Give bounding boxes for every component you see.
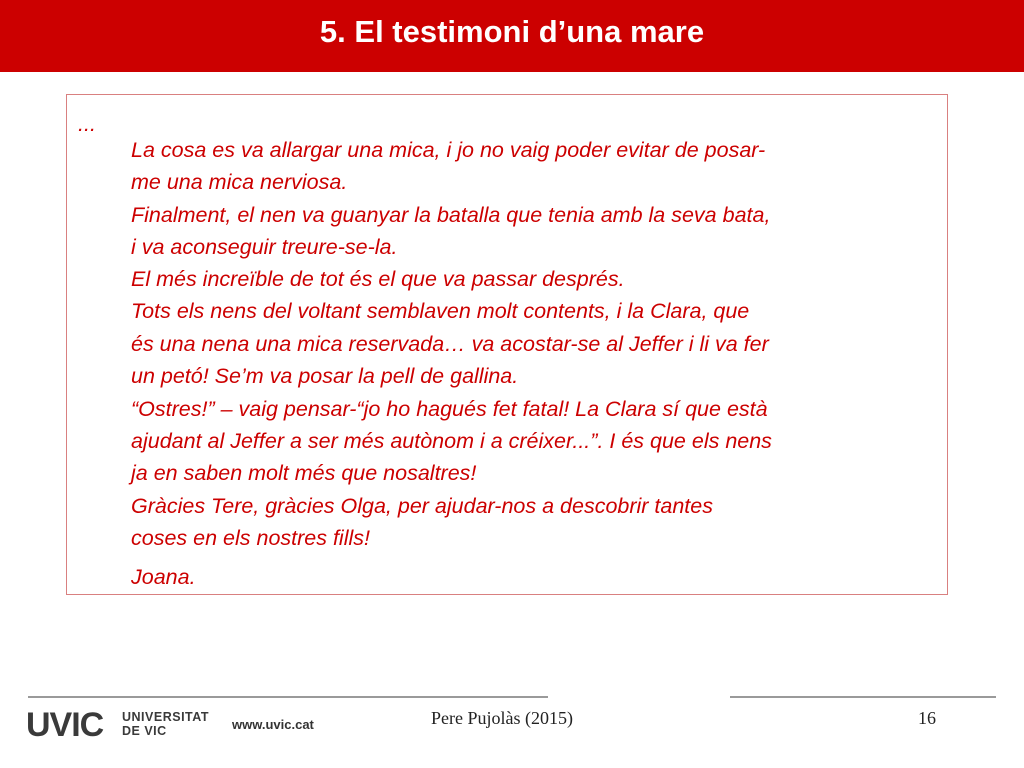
quote-line: La cosa es va allargar una mica, i jo no vaig poder evitar de posar- bbox=[131, 138, 766, 162]
quote-signature: Joana. bbox=[131, 565, 196, 589]
quote-line: i va aconseguir treure-se-la. bbox=[131, 235, 398, 259]
logo-line-de-vic: DE VIC bbox=[122, 724, 167, 738]
quote-line: ... bbox=[78, 112, 96, 136]
quote-line: ajudant al Jeffer a ser més autònom i a créixer...”. I és que els nens bbox=[131, 429, 772, 453]
quote-line: coses en els nostres fills! bbox=[131, 526, 370, 550]
website-link[interactable]: www.uvic.cat bbox=[232, 717, 314, 732]
uvic-logo: UVIC bbox=[26, 706, 104, 744]
quote-line: El més increïble de tot és el que va passar després. bbox=[131, 267, 625, 291]
quote-line: “Ostres!” – vaig pensar-“jo ho hagués fet fatal! La Clara sí que està bbox=[131, 397, 768, 421]
quote-line: Gràcies Tere, gràcies Olga, per ajudar-nos a descobrir tantes bbox=[131, 494, 713, 518]
page-number: 16 bbox=[918, 708, 936, 728]
slide-title: 5. El testimoni d’una mare bbox=[319, 14, 705, 49]
quote-line: un petó! Se’m va posar la pell de gallina. bbox=[131, 364, 519, 388]
footer-rule-right bbox=[730, 696, 996, 698]
quote-line: me una mica nerviosa. bbox=[131, 170, 348, 194]
quote-line: és una nena una mica reservada… va acostar-se al Jeffer i li va fer bbox=[131, 332, 769, 356]
logo-line-universitat: UNIVERSITAT bbox=[122, 710, 209, 724]
quote-line: Tots els nens del voltant semblaven molt contents, i la Clara, que bbox=[131, 299, 750, 323]
footer-author: Pere Pujolàs (2015) bbox=[431, 708, 573, 728]
quote-line: ja en saben molt més que nosaltres! bbox=[131, 461, 477, 485]
footer-rule-left bbox=[28, 696, 548, 698]
quote-line: Finalment, el nen va guanyar la batalla que tenia amb la seva bata, bbox=[131, 203, 771, 227]
